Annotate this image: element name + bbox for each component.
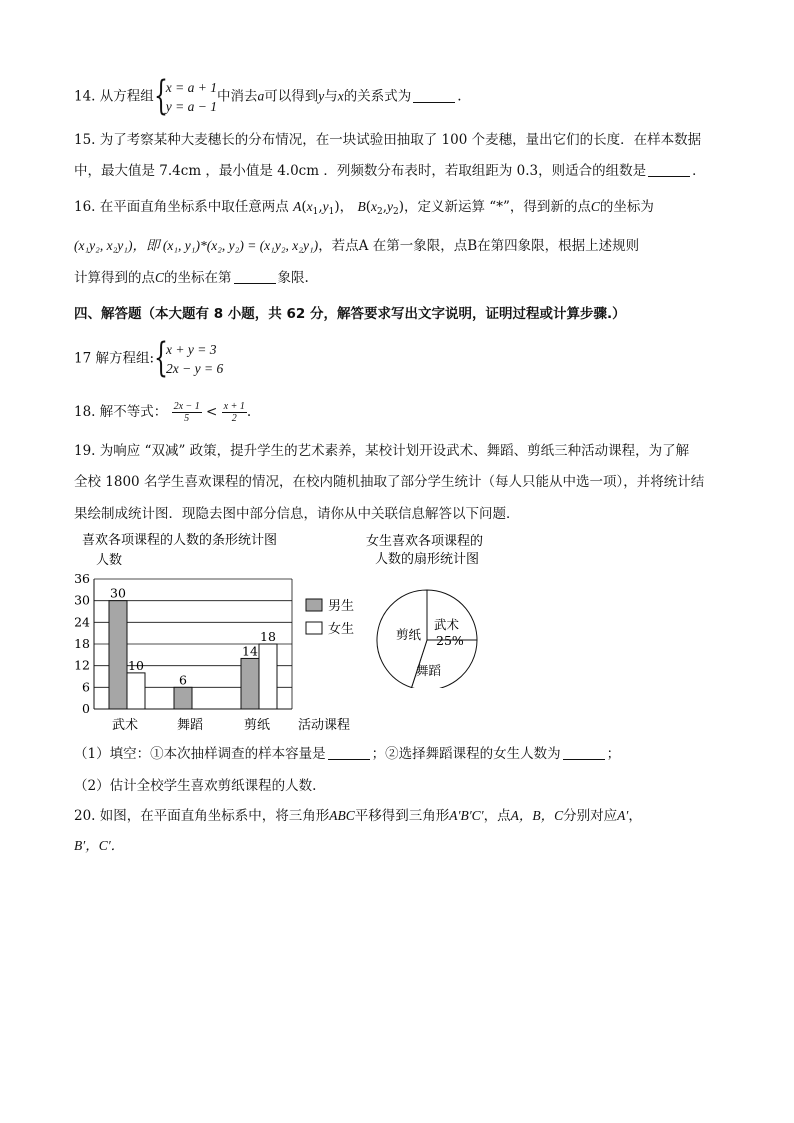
answer-blank[interactable] <box>413 88 455 103</box>
legend-swatch-boys <box>306 599 322 611</box>
y-tick-label: 24 <box>74 614 90 630</box>
x-tick-label: 武术 <box>111 718 139 733</box>
fraction: $\frac{2x - 1}{5}$ <box>173 401 200 424</box>
bar-value-label: 30 <box>110 585 126 601</box>
x-axis-label: 活动课程 <box>298 718 351 733</box>
question-20-line2: B′，C′． <box>74 838 125 853</box>
question-16-line1: 16. 在平面直角坐标系中取任意两点 $A(x_1,y_1)$， $B(x_2,y_2)$，定义新运算 “*”，得到新的点C的坐标为 <box>74 199 654 217</box>
question-16-line3: 计算得到的点C的坐标在第 象限. <box>74 270 309 286</box>
pie-label-wushu: 武术 <box>434 617 460 632</box>
legend-label-boys: 男生 <box>328 599 355 614</box>
equation-system: { x + y = 3 2x − y = 6 <box>154 335 224 381</box>
question-16-line2: (x₁y₂, x₂y₁)，即 (x₁, y₁)*(x₂, y₂) = (x₁y₂, x₂y₁)，若点A 在第一象限，点B在第四象限，根据上述规则 <box>74 238 640 254</box>
question-17: 17 解方程组: { x + y = 3 2x − y = 6 <box>74 335 224 381</box>
question-15-line1: 15. 为了考察某种大麦穗长的分布情况，在一块试验田抽取了 100 个麦穗，量出它们的长度．在样本数据 <box>74 132 702 148</box>
pie-label-jianzhi: 剪纸 <box>396 627 422 642</box>
question-20-line1: 20. 如图，在平面直角坐标系中，将三角形ABC平移得到三角形A′B′C′，点A，B，C分别对应A′， <box>74 808 642 824</box>
y-axis-label: 人数 <box>96 553 123 568</box>
y-tick-label: 30 <box>74 592 90 608</box>
bar-value-label: 14 <box>242 643 258 659</box>
section-heading: 四、解答题（本大题有 8 小题，共 62 分，解答要求写出文字说明，证明过程或计算步骤.） <box>74 306 626 322</box>
pie-title-line1: 女生喜欢各项课程的 <box>366 534 484 549</box>
bar-girls <box>259 644 277 709</box>
bar-girls <box>127 673 145 709</box>
answer-blank[interactable] <box>328 745 370 760</box>
bar-boys <box>241 658 259 709</box>
bar-value-label: 10 <box>128 657 144 673</box>
y-tick-label: 6 <box>82 679 90 695</box>
question-14: 14. 从方程组 { x = a + 1 y = a − 1 中消去a可以得到y与x的关系式为 . <box>74 73 462 119</box>
question-18: 18. 解不等式： $\frac{2x - 1}{5}$ < $\frac{x + 1}{2}$ . <box>74 401 252 424</box>
legend-swatch-girls <box>306 622 322 634</box>
bar-value-label: 6 <box>179 672 187 688</box>
question-19-line3: 果绘制成统计图．现隐去图中部分信息，请你从中关联信息解答以下问题． <box>74 506 520 522</box>
pie-label-wushu-pct: 25% <box>436 633 464 648</box>
fraction: $\frac{x + 1}{2}$ <box>223 401 245 424</box>
pie-title-line2: 人数的扇形统计图 <box>375 552 480 567</box>
question-19-part2: （2）估计全校学生喜欢剪纸课程的人数. <box>74 778 317 794</box>
answer-blank[interactable] <box>234 269 276 284</box>
bar-value-label: 18 <box>260 629 276 644</box>
y-tick-label: 0 <box>82 701 90 716</box>
question-19-part1: （1）填空：①本次抽样调查的样本容量是 ；②选择舞蹈课程的女生人数为 ； <box>74 746 621 762</box>
question-19-line1: 19. 为响应 “双减” 政策，提升学生的艺术素养，某校计划开设武术、舞蹈、剪纸三种活动课程，为了解 <box>74 443 690 459</box>
bar-chart <box>70 528 370 738</box>
bar-boys <box>109 601 127 709</box>
legend-label-girls: 女生 <box>328 622 355 637</box>
question-19-line2: 全校 1800 名学生喜欢课程的情况，在校内随机抽取了部分学生统计（每人只能从中选一项），并将统计结 <box>74 474 705 490</box>
y-tick-label: 12 <box>74 657 90 673</box>
bar-boys <box>174 687 192 709</box>
answer-blank[interactable] <box>648 162 690 177</box>
pie-chart <box>360 528 520 688</box>
question-15-line2: 中，最大值是 7.4cm ，最小值是 4.0cm ．列频数分布表时，若取组距为 0.3，则适合的组数是 ． <box>74 163 706 179</box>
x-tick-label: 剪纸 <box>243 718 271 733</box>
pie-label-wudao: 舞蹈 <box>416 663 442 678</box>
y-tick-label: 18 <box>74 636 90 651</box>
answer-blank[interactable] <box>563 745 605 760</box>
bar-chart-title: 喜欢各项课程的人数的条形统计图 <box>82 533 278 548</box>
x-tick-label: 舞蹈 <box>176 718 204 733</box>
y-tick-label: 36 <box>74 571 90 586</box>
equation-system: { x = a + 1 y = a − 1 <box>153 73 217 119</box>
